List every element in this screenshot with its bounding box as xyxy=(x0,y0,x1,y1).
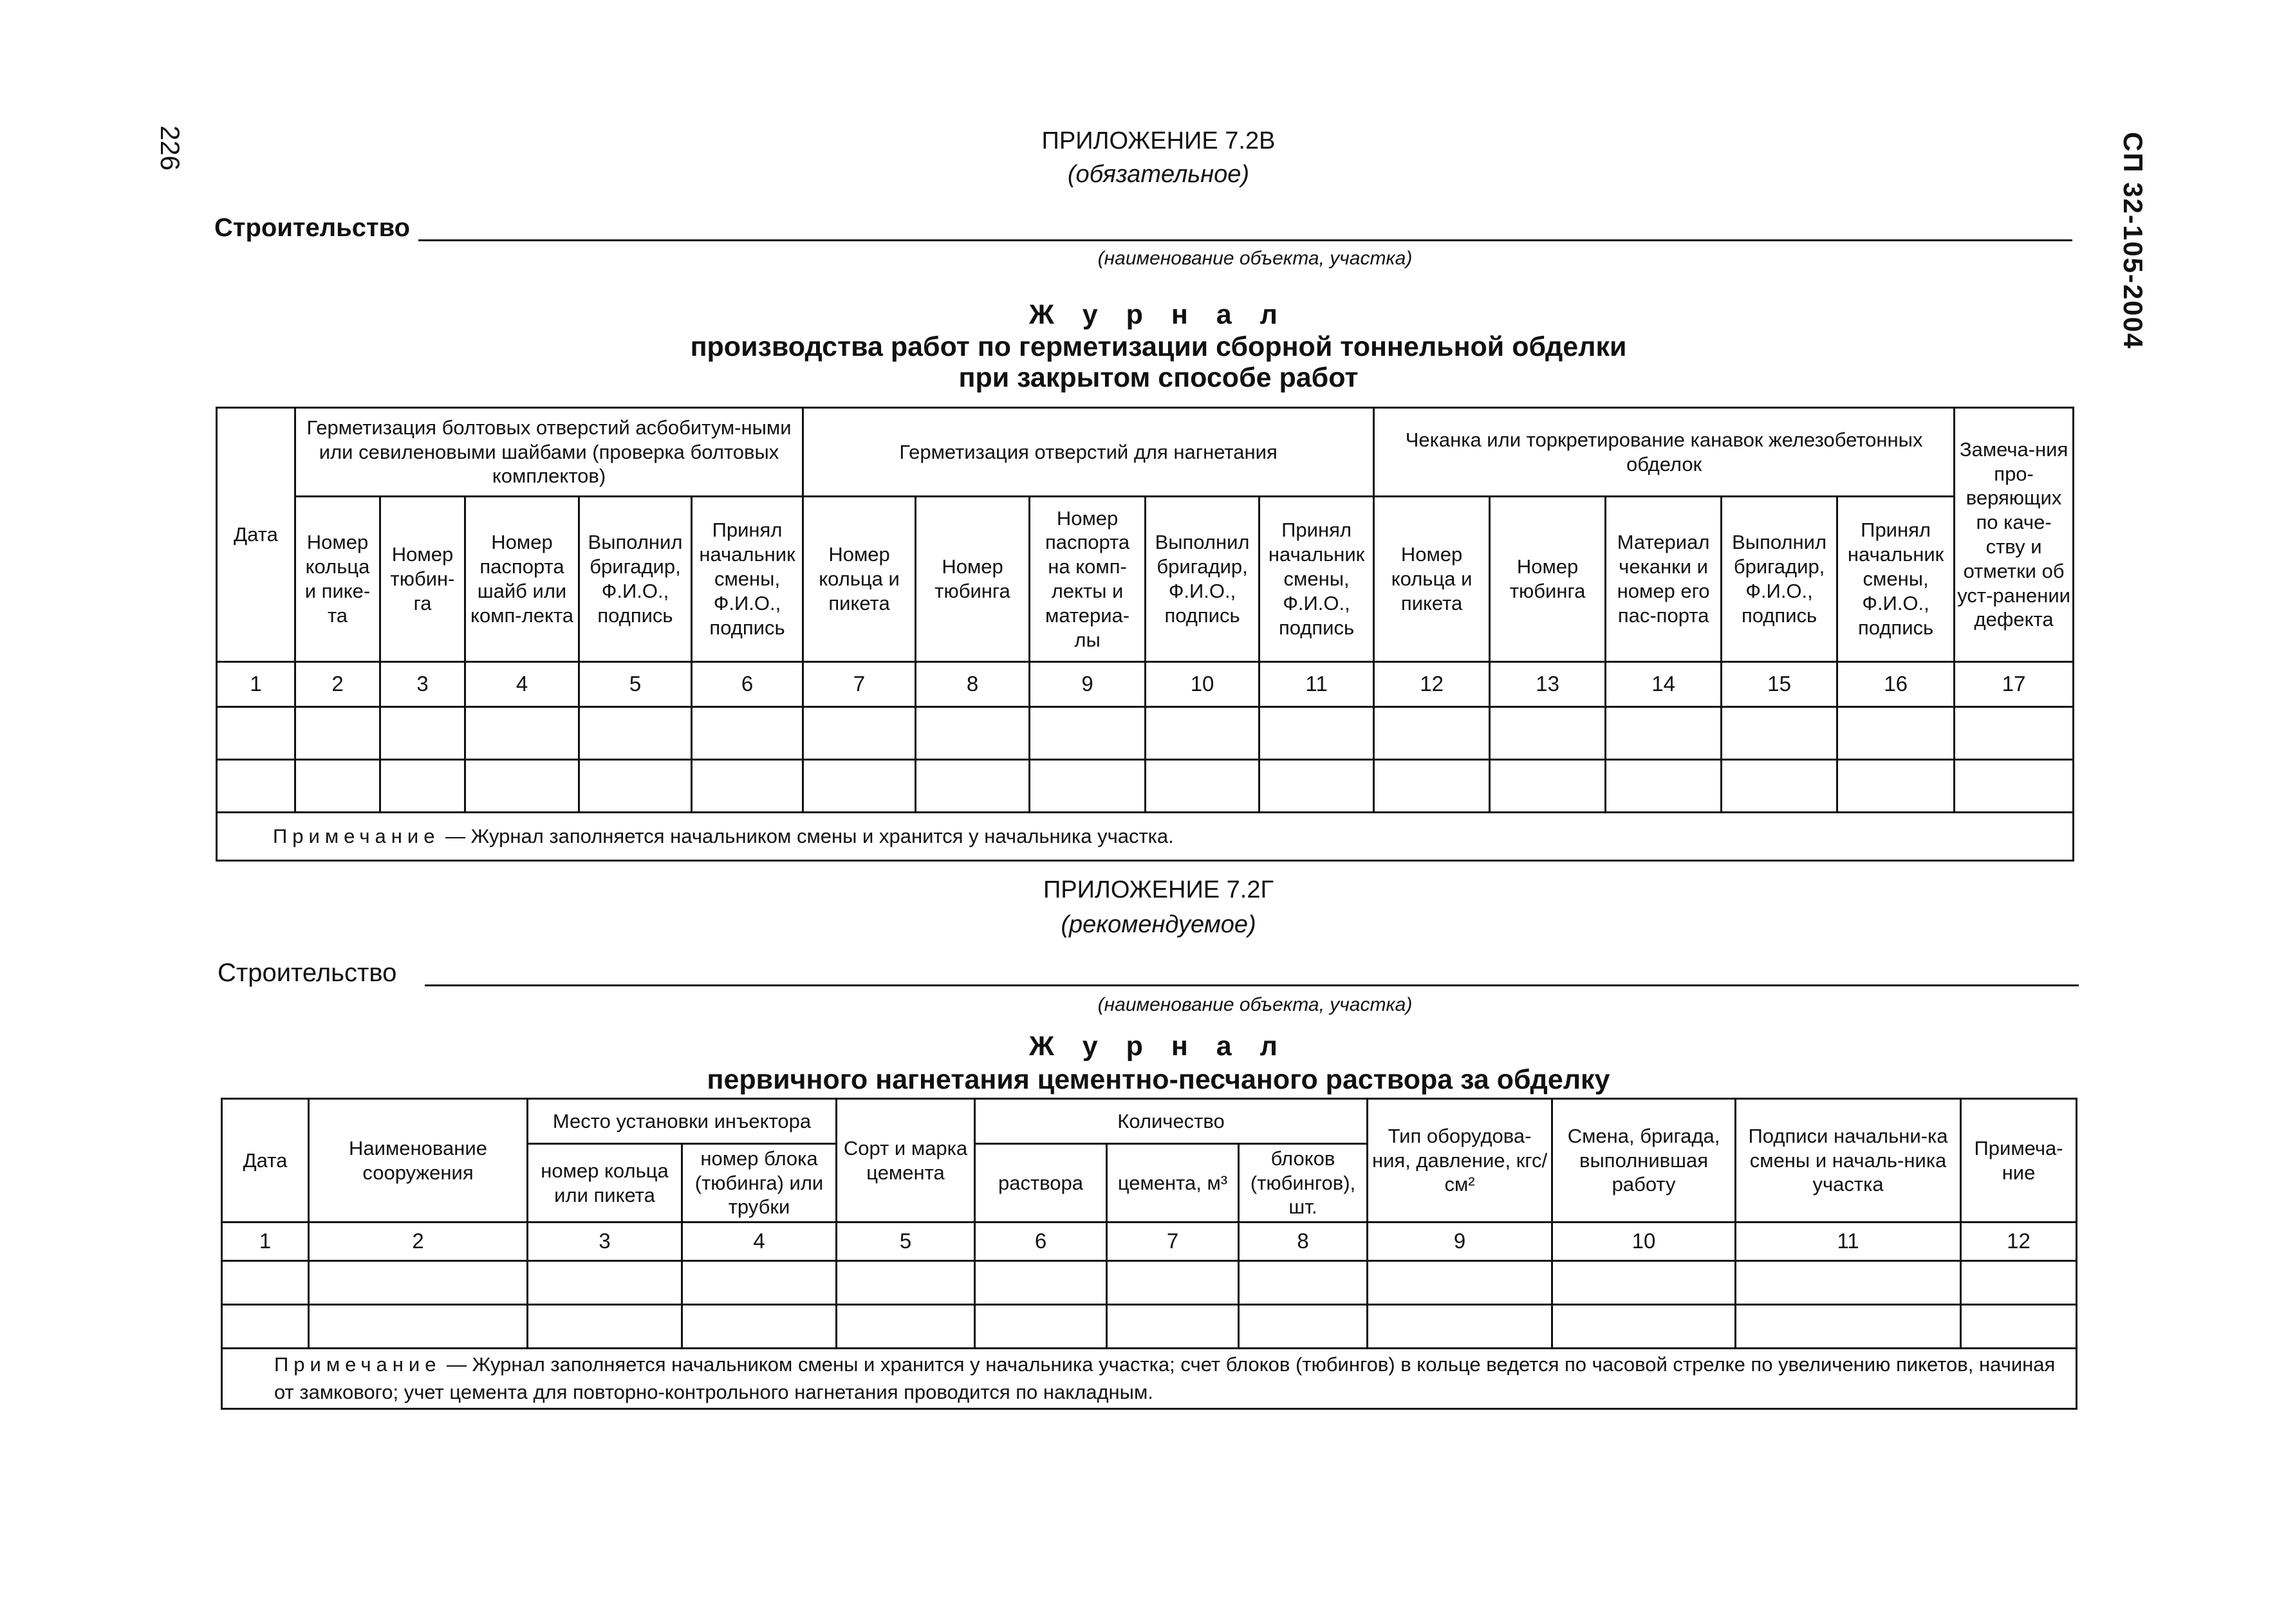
appendix-7-2v-status: (обязательное) xyxy=(1067,161,1250,188)
group-injector-location: Место установки инъектора xyxy=(528,1099,837,1144)
column-number: 7 xyxy=(1107,1223,1239,1261)
group-caulking: Чеканка или торкретирование канавок железобетонных обделок xyxy=(1374,408,1955,497)
note-text-1: — Журнал заполняется начальником смены и хранится у начальника участка. xyxy=(440,825,1174,848)
col-structure-header: Наименование сооружения xyxy=(309,1099,528,1223)
column-number: 11 xyxy=(1736,1223,1961,1261)
column-number: 8 xyxy=(1239,1223,1368,1261)
sub-header-qty-cement: цемента, м³ xyxy=(1107,1144,1239,1223)
construction-label-2: Строительство xyxy=(218,959,397,987)
column-number: 16 xyxy=(1837,662,1955,707)
sub-header: Номер паспорта шайб или комп-лекта xyxy=(465,497,579,662)
table-note-1 xyxy=(217,813,2074,861)
col-remarks-header: Замеча-ния про-веряющих по каче-ству и отметки об уст-ранении дефекта xyxy=(1955,408,2074,662)
col-date-header-2: Дата xyxy=(222,1099,309,1223)
sub-header-injector-ring: номер кольца или пикета xyxy=(528,1144,682,1223)
document-id: СП 32-105-2004 xyxy=(2118,132,2148,350)
column-number: 2 xyxy=(295,662,380,707)
col-shift: Смена, бригада, выполнившая работу xyxy=(1552,1099,1736,1223)
journal-title-1: Ж у р н а л xyxy=(1029,299,1288,330)
sub-header-qty-mortar: раствора xyxy=(975,1144,1107,1223)
column-number: 1 xyxy=(217,662,295,707)
column-number: 3 xyxy=(380,662,465,707)
journal-title-2: Ж у р н а л xyxy=(1029,1031,1288,1062)
sub-header: Номер тюбин-га xyxy=(380,497,465,662)
sub-header-injector-block: номер блока (тюбинга) или трубки xyxy=(682,1144,837,1223)
sub-header: Номер паспорта на комп-лекты и материа-лы xyxy=(1030,497,1146,662)
sub-header: Выполнил бригадир, Ф.И.О., подпись xyxy=(579,497,692,662)
column-number: 13 xyxy=(1490,662,1606,707)
sub-header: Номер кольца и пике-та xyxy=(295,497,380,662)
journal-subtitle-1a: производства работ по герметизации сборной тоннельной обделки xyxy=(690,331,1627,362)
column-number: 14 xyxy=(1606,662,1722,707)
construction-line-1 xyxy=(418,239,2072,241)
construction-line-2 xyxy=(425,984,2079,986)
column-number: 5 xyxy=(837,1223,975,1261)
column-number: 6 xyxy=(975,1223,1107,1261)
sub-header: Выполнил бригадир, Ф.И.О., подпись xyxy=(1722,497,1837,662)
sub-header: Принял начальник смены, Ф.И.О., подпись xyxy=(1259,497,1374,662)
column-number: 1 xyxy=(222,1223,309,1261)
journal-subtitle-2: первичного нагнетания цементно-песчаного раствора за обделку xyxy=(707,1064,1610,1095)
column-number: 11 xyxy=(1259,662,1374,707)
col-date-header: Дата xyxy=(217,408,295,662)
column-number: 4 xyxy=(465,662,579,707)
column-number: 9 xyxy=(1368,1223,1552,1261)
note-text-2: — Журнал заполняется начальником смены и хранится у начальника участка; счет блоков (тюбингов) в кольце ведется по часовой стрелке по увеличению пикетов, начиная от замкового; учет цемента для повторно-контрольного нагнетания проводится по накладным. xyxy=(274,1353,2056,1404)
sub-header: Номер тюбинга xyxy=(916,497,1030,662)
table-note-2 xyxy=(222,1349,2077,1409)
column-number: 3 xyxy=(528,1223,682,1261)
appendix-7-2g-status: (рекомендуемое) xyxy=(1061,911,1256,938)
col-signatures: Подписи начальни-ка смены и началь-ника участка xyxy=(1736,1099,1961,1223)
column-number: 15 xyxy=(1722,662,1837,707)
sub-header-qty-blocks: блоков (тюбингов), шт. xyxy=(1239,1144,1368,1223)
journal-table-2 xyxy=(221,1098,2077,1410)
note-label-2: Примечание xyxy=(274,1353,441,1376)
group-bolt-sealing: Герметизация болтовых отверстий асбобитум-ными или севиленовыми шайбами (проверка болтовых комплектов) xyxy=(295,408,803,497)
column-number: 12 xyxy=(1961,1223,2077,1261)
sub-header: Выполнил бригадир, Ф.И.О., подпись xyxy=(1146,497,1259,662)
sub-header: Номер кольца и пикета xyxy=(803,497,916,662)
column-number: 10 xyxy=(1552,1223,1736,1261)
column-number: 2 xyxy=(309,1223,528,1261)
column-number: 10 xyxy=(1146,662,1259,707)
column-number: 17 xyxy=(1955,662,2074,707)
journal-table-1 xyxy=(216,407,2074,862)
sub-header: Принял начальник смены, Ф.И.О., подпись xyxy=(1837,497,1955,662)
appendix-7-2g-label: ПРИЛОЖЕНИЕ 7.2Г xyxy=(1043,876,1274,903)
column-number: 5 xyxy=(579,662,692,707)
sub-header: Материал чеканки и номер его пас-порта xyxy=(1606,497,1722,662)
page-number: 226 xyxy=(155,125,185,171)
column-number: 4 xyxy=(682,1223,837,1261)
group-injection-sealing: Герметизация отверстий для нагнетания xyxy=(803,408,1374,497)
journal-subtitle-1b: при закрытом способе работ xyxy=(958,362,1359,393)
group-quantity: Количество xyxy=(975,1099,1368,1144)
col-remark: Примеча-ние xyxy=(1961,1099,2077,1223)
appendix-7-2v-label: ПРИЛОЖЕНИЕ 7.2В xyxy=(1041,127,1276,154)
table-row xyxy=(222,1261,2077,1305)
column-number: 6 xyxy=(692,662,803,707)
sub-header: Номер кольца и пикета xyxy=(1374,497,1490,662)
note-label-1: Примечание xyxy=(273,825,440,848)
column-number: 12 xyxy=(1374,662,1490,707)
object-caption-2: (наименование объекта, участка) xyxy=(1097,994,1413,1015)
column-number: 8 xyxy=(916,662,1030,707)
table-row xyxy=(222,1305,2077,1349)
column-number: 9 xyxy=(1030,662,1146,707)
col-cement-grade: Сорт и марка цемента xyxy=(837,1099,975,1223)
sub-header: Принял начальник смены, Ф.И.О., подпись xyxy=(692,497,803,662)
sub-header: Номер тюбинга xyxy=(1490,497,1606,662)
object-caption-1: (наименование объекта, участка) xyxy=(1097,248,1413,269)
table-row xyxy=(217,760,2074,813)
table-row xyxy=(217,707,2074,760)
col-equipment: Тип оборудова-ния, давление, кгс/см² xyxy=(1368,1099,1552,1223)
construction-label-1: Строительство xyxy=(214,214,411,242)
column-number: 7 xyxy=(803,662,916,707)
